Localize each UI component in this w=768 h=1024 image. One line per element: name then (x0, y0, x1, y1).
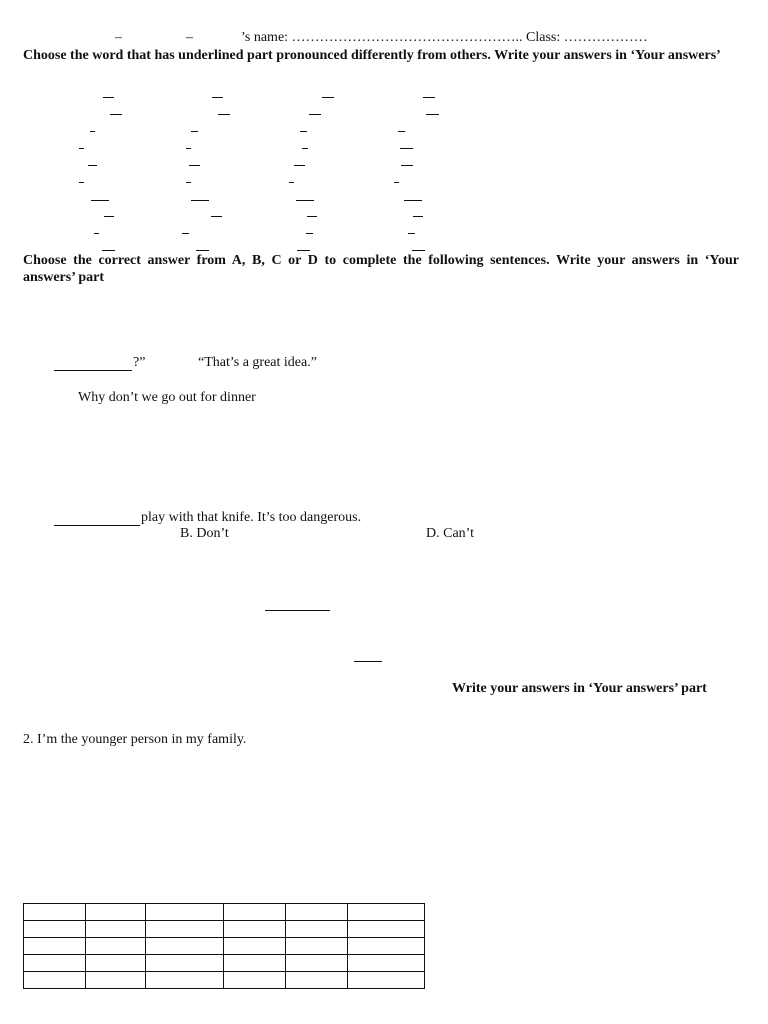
section3-instruction: Write your answers in ‘Your answers’ part (452, 681, 707, 696)
underline-mark (307, 216, 317, 217)
table-cell[interactable] (86, 921, 146, 938)
underline-mark (412, 250, 425, 251)
underline-mark (294, 165, 305, 166)
table-cell[interactable] (348, 904, 425, 921)
question-dinner-prompt: ?” (133, 355, 146, 370)
section1-instruction: Choose the word that has underlined part pronounced differently from others. Write your answers in ‘Your answers’ (23, 48, 721, 63)
table-cell[interactable] (286, 972, 348, 989)
underline-mark (196, 250, 209, 251)
table-cell[interactable] (348, 972, 425, 989)
table-cell[interactable] (286, 938, 348, 955)
answer-blank (354, 661, 382, 662)
underline-mark (300, 131, 307, 132)
underline-mark (182, 233, 189, 234)
table-cell[interactable] (224, 955, 286, 972)
table-cell[interactable] (224, 921, 286, 938)
underline-mark (309, 114, 321, 115)
table-row (24, 921, 425, 938)
underline-mark (401, 165, 413, 166)
underline-mark (218, 114, 230, 115)
underline-mark (191, 131, 198, 132)
underline-mark (394, 182, 399, 183)
underline-mark (186, 182, 191, 183)
table-cell[interactable] (146, 921, 224, 938)
question-knife-option-b: B. Don’t (180, 526, 229, 541)
table-cell[interactable] (224, 938, 286, 955)
question-knife-stem: play with that knife. It’s too dangerous. (141, 510, 362, 525)
header-dash-2: – (186, 30, 193, 45)
underline-mark (400, 148, 413, 149)
underline-mark (212, 97, 223, 98)
underline-mark (408, 233, 415, 234)
table-cell[interactable] (24, 921, 86, 938)
underline-mark (297, 250, 310, 251)
table-row (24, 938, 425, 955)
underline-mark (189, 165, 200, 166)
underline-mark (103, 97, 114, 98)
underline-mark (302, 148, 308, 149)
underline-mark (398, 131, 405, 132)
table-cell[interactable] (86, 955, 146, 972)
table-cell[interactable] (146, 972, 224, 989)
underline-mark (191, 200, 209, 201)
section2-instruction-line1: Choose the correct answer from A, B, C or D to complete the following sentences. Write your answers in ‘Your (23, 253, 739, 268)
underline-mark (426, 114, 439, 115)
table-cell[interactable] (286, 904, 348, 921)
table-cell[interactable] (286, 955, 348, 972)
table-row (24, 955, 425, 972)
table-cell[interactable] (24, 972, 86, 989)
underline-mark (90, 131, 95, 132)
underline-mark (91, 200, 109, 201)
table-cell[interactable] (86, 904, 146, 921)
question-dinner-option: Why don’t we go out for dinner (78, 390, 256, 405)
underline-mark (289, 182, 294, 183)
table-cell[interactable] (224, 904, 286, 921)
underline-mark (296, 200, 314, 201)
table-cell[interactable] (348, 921, 425, 938)
table-row (24, 972, 425, 989)
answer-blank (54, 525, 140, 526)
underline-mark (186, 148, 191, 149)
section3-item-2: 2. I’m the younger person in my family. (23, 732, 247, 747)
answers-table (23, 903, 425, 989)
table-row (24, 904, 425, 921)
table-cell[interactable] (86, 938, 146, 955)
underline-mark (413, 216, 423, 217)
table-cell[interactable] (146, 938, 224, 955)
table-cell[interactable] (348, 955, 425, 972)
underline-mark (102, 250, 115, 251)
underline-mark (79, 182, 84, 183)
header-dash-1: – (115, 30, 122, 45)
answer-blank (54, 370, 132, 371)
table-cell[interactable] (24, 904, 86, 921)
underline-mark (110, 114, 122, 115)
underline-mark (322, 97, 334, 98)
underline-mark (94, 233, 99, 234)
table-cell[interactable] (24, 938, 86, 955)
underline-mark (88, 165, 97, 166)
answer-blank (265, 610, 330, 611)
table-cell[interactable] (146, 955, 224, 972)
question-dinner-reply: “That’s a great idea.” (198, 355, 317, 370)
underline-mark (211, 216, 222, 217)
table-cell[interactable] (146, 904, 224, 921)
section2-instruction-line2: answers’ part (23, 270, 105, 285)
table-cell[interactable] (86, 972, 146, 989)
table-cell[interactable] (286, 921, 348, 938)
underline-mark (423, 97, 435, 98)
underline-mark (79, 148, 84, 149)
question-knife-option-d: D. Can’t (426, 526, 474, 541)
underline-mark (306, 233, 313, 234)
table-cell[interactable] (224, 972, 286, 989)
student-name-class-line: ’s name: ………………………………………….. Class: ……………… (241, 30, 648, 45)
table-cell[interactable] (24, 955, 86, 972)
table-cell[interactable] (348, 938, 425, 955)
underline-mark (404, 200, 422, 201)
underline-mark (104, 216, 114, 217)
